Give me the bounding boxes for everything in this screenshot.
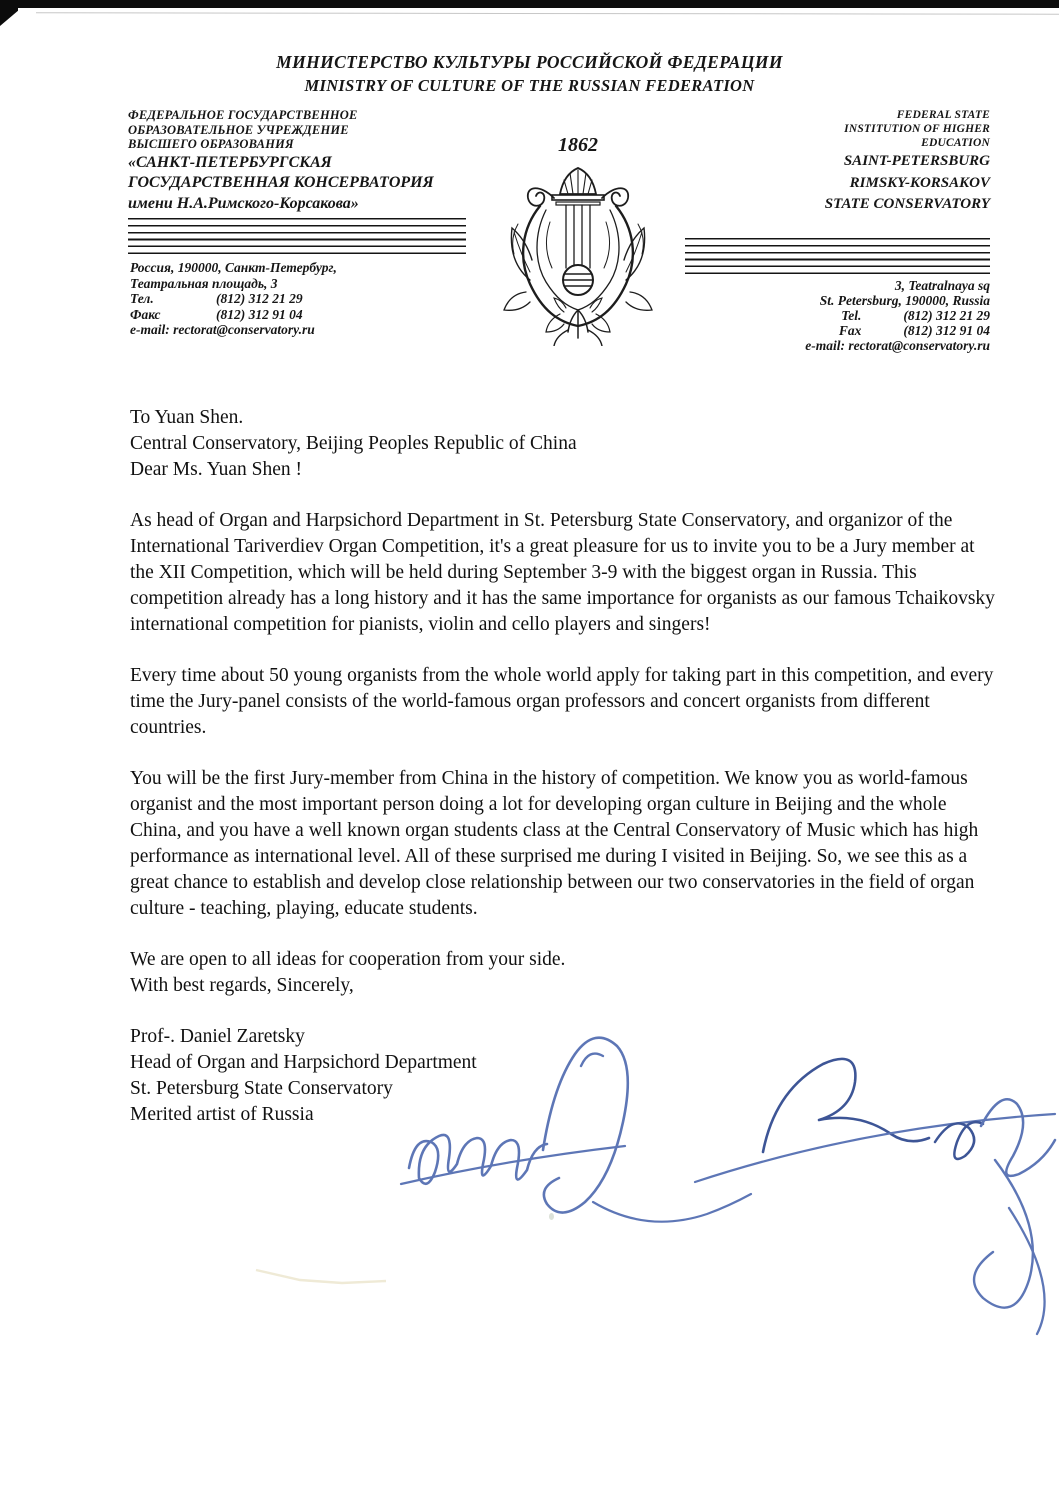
fax-number: (812) 312 91 04 bbox=[216, 306, 303, 322]
conservatory-name-line: имени Н.А.Римского-Корсакова» bbox=[128, 194, 359, 212]
fax-row bbox=[130, 307, 490, 323]
fax-number: (812) 312 91 04 bbox=[903, 323, 990, 338]
ministry-heading bbox=[0, 52, 1059, 96]
staff-lines-right bbox=[685, 238, 990, 275]
address-line: 3, Teatralnaya sq bbox=[894, 278, 990, 293]
founding-year: 1862 bbox=[558, 134, 598, 156]
org-type-line: ФЕДЕРАЛЬНОЕ ГОСУДАРСТВЕННОЕ bbox=[128, 108, 358, 122]
signer-name: Prof-. Daniel Zaretsky bbox=[130, 1026, 305, 1047]
institution-name-russian bbox=[128, 108, 498, 213]
phone-label: Tel. bbox=[841, 308, 862, 323]
phone-number: (812) 312 21 29 bbox=[903, 308, 990, 323]
recipient-line: To Yuan Shen. bbox=[130, 407, 244, 428]
scan-artifact-thin-line bbox=[36, 12, 1059, 14]
scan-artifact-corner-wedge bbox=[0, 8, 18, 26]
fax-label: Факс bbox=[130, 306, 161, 322]
fax-row bbox=[630, 323, 990, 338]
closing-block bbox=[130, 947, 996, 999]
conservatory-name-line: «САНКТ-ПЕТЕРБУРГСКАЯ bbox=[128, 153, 332, 171]
paragraph: Every time about 50 young organists from the whole world apply for taking part in this competition, and every time the Jury-panel consists of the world-famous organ professors and concert organists from different countries. bbox=[130, 665, 994, 738]
email-line: e-mail: rectorat@conservatory.ru bbox=[805, 338, 990, 353]
signer-honor: Merited artist of Russia bbox=[130, 1104, 314, 1125]
conservatory-name-line: RIMSKY-KORSAKOV bbox=[849, 174, 990, 191]
phone-label: Тел. bbox=[130, 291, 154, 306]
paragraph: As head of Organ and Harpsichord Department in St. Petersburg State Conservatory, and organizor of the International Tariverdiev Organ Competition, it's a great pleasure for us to invite you to be a Jury member at the XII Competition, which will be held during September 3-9 with the biggest organ in Russia. This competition already has a long history and it has the same importance for organists as our famous Tchaikovsky international competition for pianists, violin and cello players and singers! bbox=[130, 510, 995, 635]
signer-title: Head of Organ and Harpsichord Department bbox=[130, 1052, 477, 1073]
handwritten-signature bbox=[395, 1030, 1059, 1350]
conservatory-name-line: ГОСУДАРСТВЕННАЯ КОНСЕРВАТОРИЯ bbox=[128, 174, 434, 191]
org-type-line: INSTITUTION OF HIGHER bbox=[844, 123, 990, 135]
contact-block-russian bbox=[130, 260, 490, 338]
org-type-line: FEDERAL STATE bbox=[896, 109, 990, 121]
recipient-line: Central Conservatory, Beijing Peoples Republic of China bbox=[130, 433, 577, 454]
signer-institution: St. Petersburg State Conservatory bbox=[130, 1078, 393, 1099]
fax-label: Fax bbox=[838, 323, 862, 338]
paragraph: You will be the first Jury-member from China in the history of competition. We know you as world-famous organist and the most important person doing a lot for developing organ culture in Beijing and the whole China, and you have a well known organ students class at the Central Conservatory of Music which has high performance as international level. All of these surprised me during I visited in Beijing. So, we see this as a great chance to establish and develop close relationship between our two conservatories in the field of organ culture - teaching, playing, educate students. bbox=[130, 768, 979, 919]
greeting-line: Dear Ms. Yuan Shen ! bbox=[130, 459, 303, 480]
conservatory-name-line: SAINT-PETERSBURG bbox=[843, 153, 990, 169]
org-type-line: ВЫСШЕГО ОБРАЗОВАНИЯ bbox=[128, 137, 294, 151]
ministry-line-russian: МИНИСТЕРСТВО КУЛЬТУРЫ РОССИЙСКОЙ ФЕДЕРАЦИИ bbox=[276, 52, 783, 72]
email-line: e-mail: rectorat@conservatory.ru bbox=[130, 322, 315, 337]
scan-artifact-top-bar bbox=[0, 0, 1059, 8]
scan-speck bbox=[549, 1213, 554, 1220]
salutation-block bbox=[130, 405, 996, 483]
org-type-line: ОБРАЗОВАТЕЛЬНОЕ УЧРЕЖДЕНИЕ bbox=[128, 122, 349, 137]
closing-line: We are open to all ideas for cooperation from your side. bbox=[130, 949, 566, 970]
address-line: St. Petersburg, 190000, Russia bbox=[819, 293, 990, 308]
org-type-line: EDUCATION bbox=[921, 137, 990, 149]
contact-block-english bbox=[630, 278, 990, 353]
conservatory-name-line: STATE CONSERVATORY bbox=[824, 196, 990, 212]
phone-row bbox=[630, 308, 990, 323]
institution-name-english bbox=[630, 108, 990, 215]
phone-row bbox=[130, 291, 490, 307]
ministry-line-english: MINISTRY OF CULTURE OF THE RUSSIAN FEDERATION bbox=[304, 76, 755, 95]
paper-crease-mark bbox=[250, 1262, 410, 1288]
address-line: Россия, 190000, Санкт-Петербург, bbox=[130, 260, 337, 275]
lyre-emblem bbox=[500, 162, 656, 346]
closing-line: With best regards, Sincerely, bbox=[130, 975, 354, 996]
phone-number: (812) 312 21 29 bbox=[216, 291, 303, 306]
staff-lines-left bbox=[128, 218, 466, 255]
address-line: Театральная площадь, 3 bbox=[130, 275, 278, 291]
